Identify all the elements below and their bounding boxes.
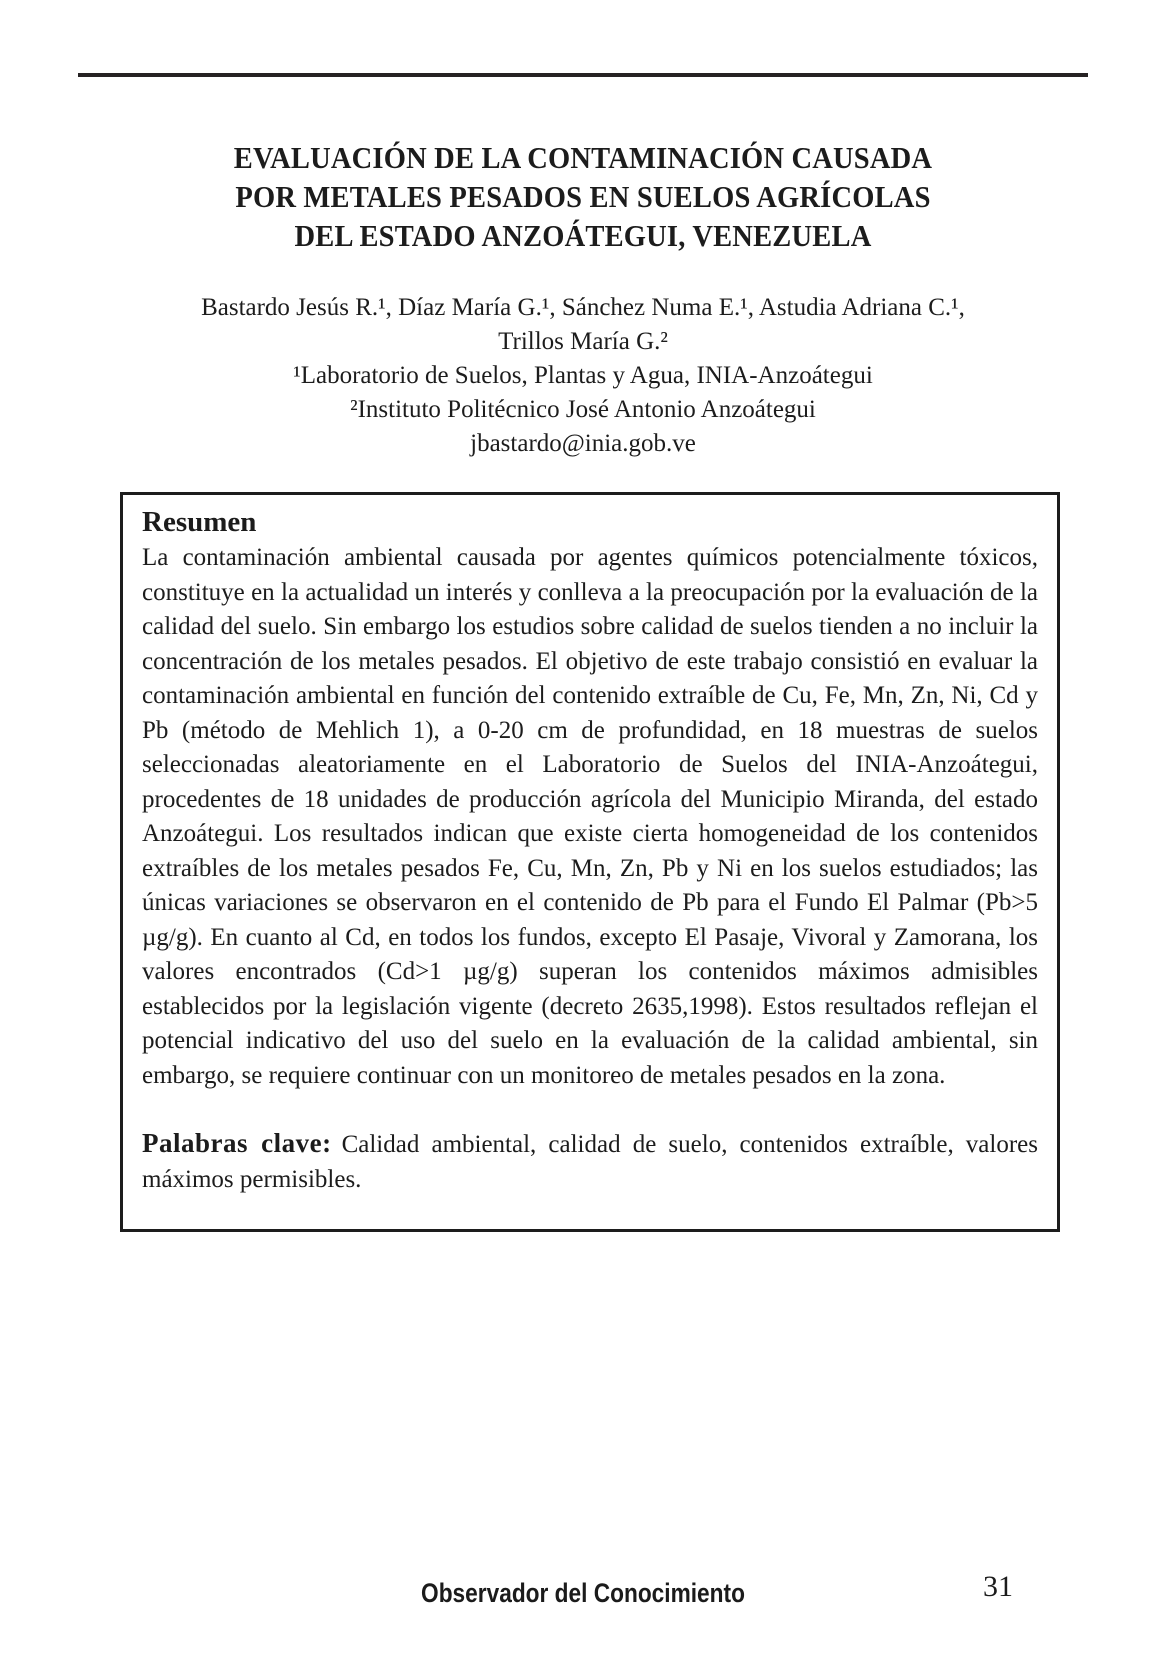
header-rule: [78, 73, 1088, 77]
affiliation-line-1: ¹Laboratorio de Suelos, Plantas y Agua, INIA-Anzoátegui: [293, 362, 873, 389]
author-line-1: Bastardo Jesús R.¹, Díaz María G.¹, Sánchez Numa E.¹, Astudia Adriana C.¹,: [201, 294, 965, 321]
author-line-2: Trillos María G.²: [498, 328, 668, 355]
title-line-1: EVALUACIÓN DE LA CONTAMINACIÓN CAUSADA: [233, 140, 933, 175]
article-title: [151, 138, 1016, 255]
keywords-paragraph: [142, 1126, 1038, 1197]
keywords-label: Palabras clave:: [142, 1128, 332, 1158]
abstract-box: [120, 492, 1060, 1232]
title-line-3: DEL ESTADO ANZOÁTEGUI, VENEZUELA: [294, 218, 872, 253]
affiliation-line-2: ²Instituto Politécnico José Antonio Anzoátegui: [350, 396, 816, 423]
keywords-text: Calidad ambiental, calidad de suelo, contenidos extraíble, valores máximos permisibles.: [142, 1131, 1038, 1193]
title-line-2: POR METALES PESADOS EN SUELOS AGRÍCOLAS: [235, 179, 931, 214]
contact-email: jbastardo@inia.gob.ve: [470, 430, 696, 457]
journal-name: Observador del Conocimiento: [421, 1578, 745, 1608]
abstract-text: La contaminación ambiental causada por agentes químicos potencialmente tóxicos, constituye en la actualidad un interés y conlleva a la preocupación por la evaluación de la calidad del suelo. Sin embargo los estudios sobre calidad de suelos tienden a no incluir la concentración de los metales pesados. El objetivo de este trabajo consistió en evaluar la contaminación ambiental en función del contenido extraíble de Cu, Fe, Mn, Zn, Ni, Cd y Pb (método de Mehlich 1), a 0-20 cm de profundidad, en 18 muestras de suelos seleccionadas aleatoriamente en el Laboratorio de Suelos del INIA-Anzoátegui, procedentes de 18 unidades de producción agrícola del Municipio Miranda, del estado Anzoátegui. Los resultados indican que existe cierta homogeneidad de los contenidos extraíbles de los metales pesados Fe, Cu, Mn, Zn, Pb y Ni en los suelos estudiados; las únicas variaciones se observaron en el contenido de Pb para el Fundo El Palmar (Pb>5 µg/g). En cuanto al Cd, en todos los fundos, excepto El Pasaje, Vivoral y Zamorana, los valores encontrados (Cd>1 µg/g) superan los contenidos máximos admisibles establecidos por la legislación vigente (decreto 2635,1998). Estos resultados reflejan el potencial indicativo del uso del suelo en la evaluación de la calidad ambiental, sin embargo, se requiere continuar con un monitoreo de metales pesados en la zona.: [142, 544, 1038, 1089]
page-number: 31: [983, 1570, 1013, 1603]
abstract-heading: Resumen: [142, 506, 257, 538]
author-block: [113, 291, 1053, 461]
